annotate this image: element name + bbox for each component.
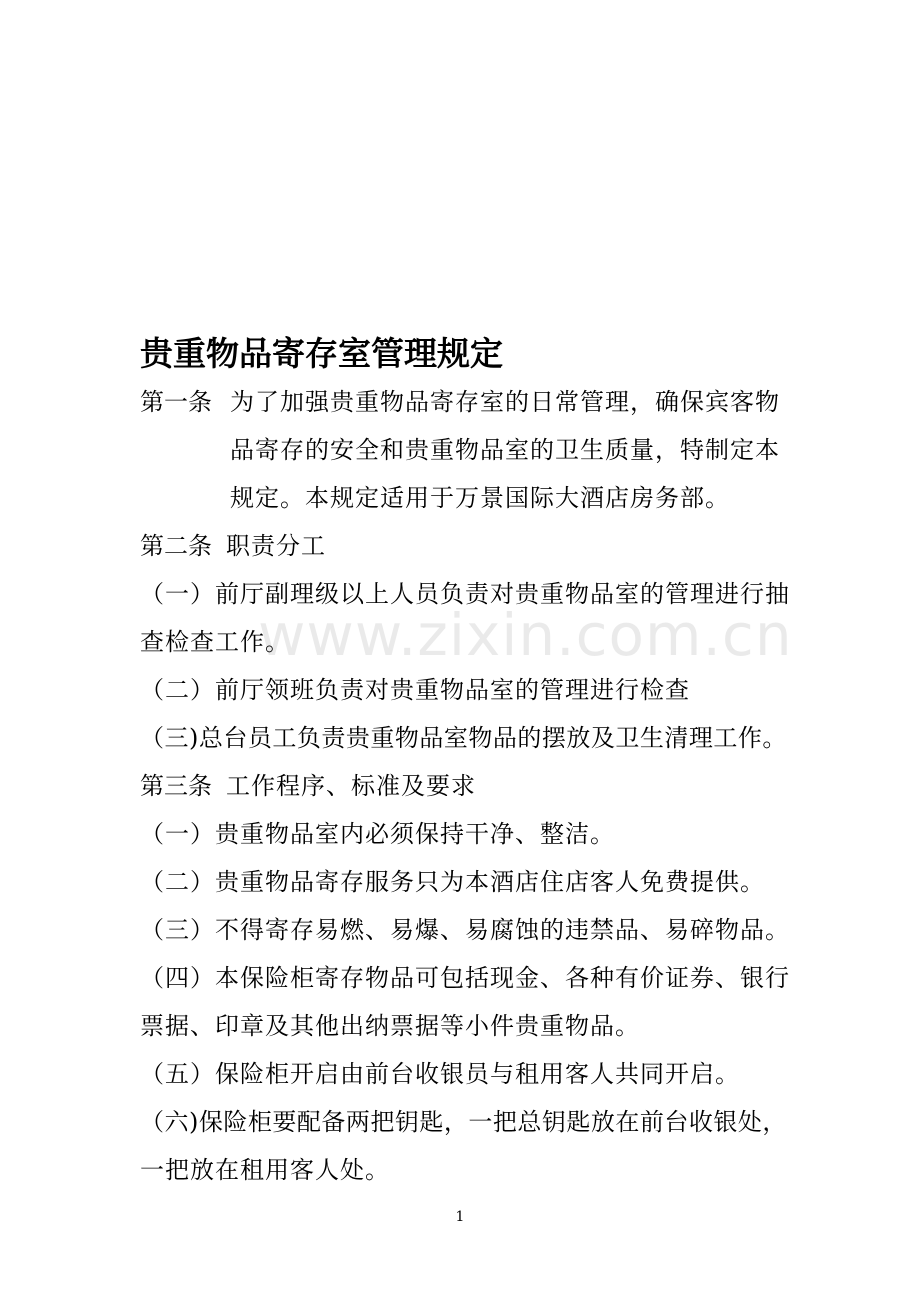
watermark: www.zixin.com.cn [258, 601, 793, 669]
article-1-line-3: 规定。本规定适用于万景国际大酒店房务部。 [230, 484, 730, 512]
article-3-item-3: （三）不得寄存易燃、易爆、易腐蚀的违禁品、易碎物品。 [140, 916, 790, 944]
page-number: 1 [455, 1209, 465, 1225]
article-3-heading: 第三条 [140, 772, 212, 800]
article-2-heading: 第二条 [140, 532, 212, 560]
article-3-item-1: （一）贵重物品室内必须保持干净、整洁。 [140, 820, 615, 848]
article-2-item-1-line-1: （一）前厅副理级以上人员负责对贵重物品室的管理进行抽 [140, 580, 790, 608]
article-2-text: 职责分工 [226, 532, 326, 560]
article-1-line-2: 品寄存的安全和贵重物品室的卫生质量，特制定本 [230, 436, 780, 464]
article-3-item-5: （五）保险柜开启由前台收银员与租用客人共同开启。 [140, 1060, 740, 1088]
article-3-item-4-line-1: （四）本保险柜寄存物品可包括现金、各种有价证券、银行 [140, 964, 790, 992]
article-2-item-2: （二）前厅领班负责对贵重物品室的管理进行检查 [140, 676, 690, 704]
article-1-line-1: 为了加强贵重物品寄存室的日常管理，确保宾客物 [230, 388, 780, 416]
article-3-item-4-line-2: 票据、印章及其他出纳票据等小件贵重物品。 [140, 1012, 640, 1040]
article-2-item-1-line-2: 查检查工作。 [140, 628, 290, 656]
article-3-item-2: （二）贵重物品寄存服务只为本酒店住店客人免费提供。 [140, 868, 765, 896]
article-2-item-3: （三)总台员工负责贵重物品室物品的摆放及卫生清理工作。 [140, 724, 787, 752]
article-1-heading: 第一条 [140, 388, 212, 416]
article-3-item-6-line-2: 一把放在租用客人处。 [140, 1156, 390, 1184]
article-3-item-6-line-1: （六)保险柜要配备两把钥匙，一把总钥匙放在前台收银处， [140, 1108, 787, 1136]
article-3-text: 工作程序、标准及要求 [226, 772, 476, 800]
document-title: 贵重物品寄存室管理规定 [140, 334, 503, 373]
